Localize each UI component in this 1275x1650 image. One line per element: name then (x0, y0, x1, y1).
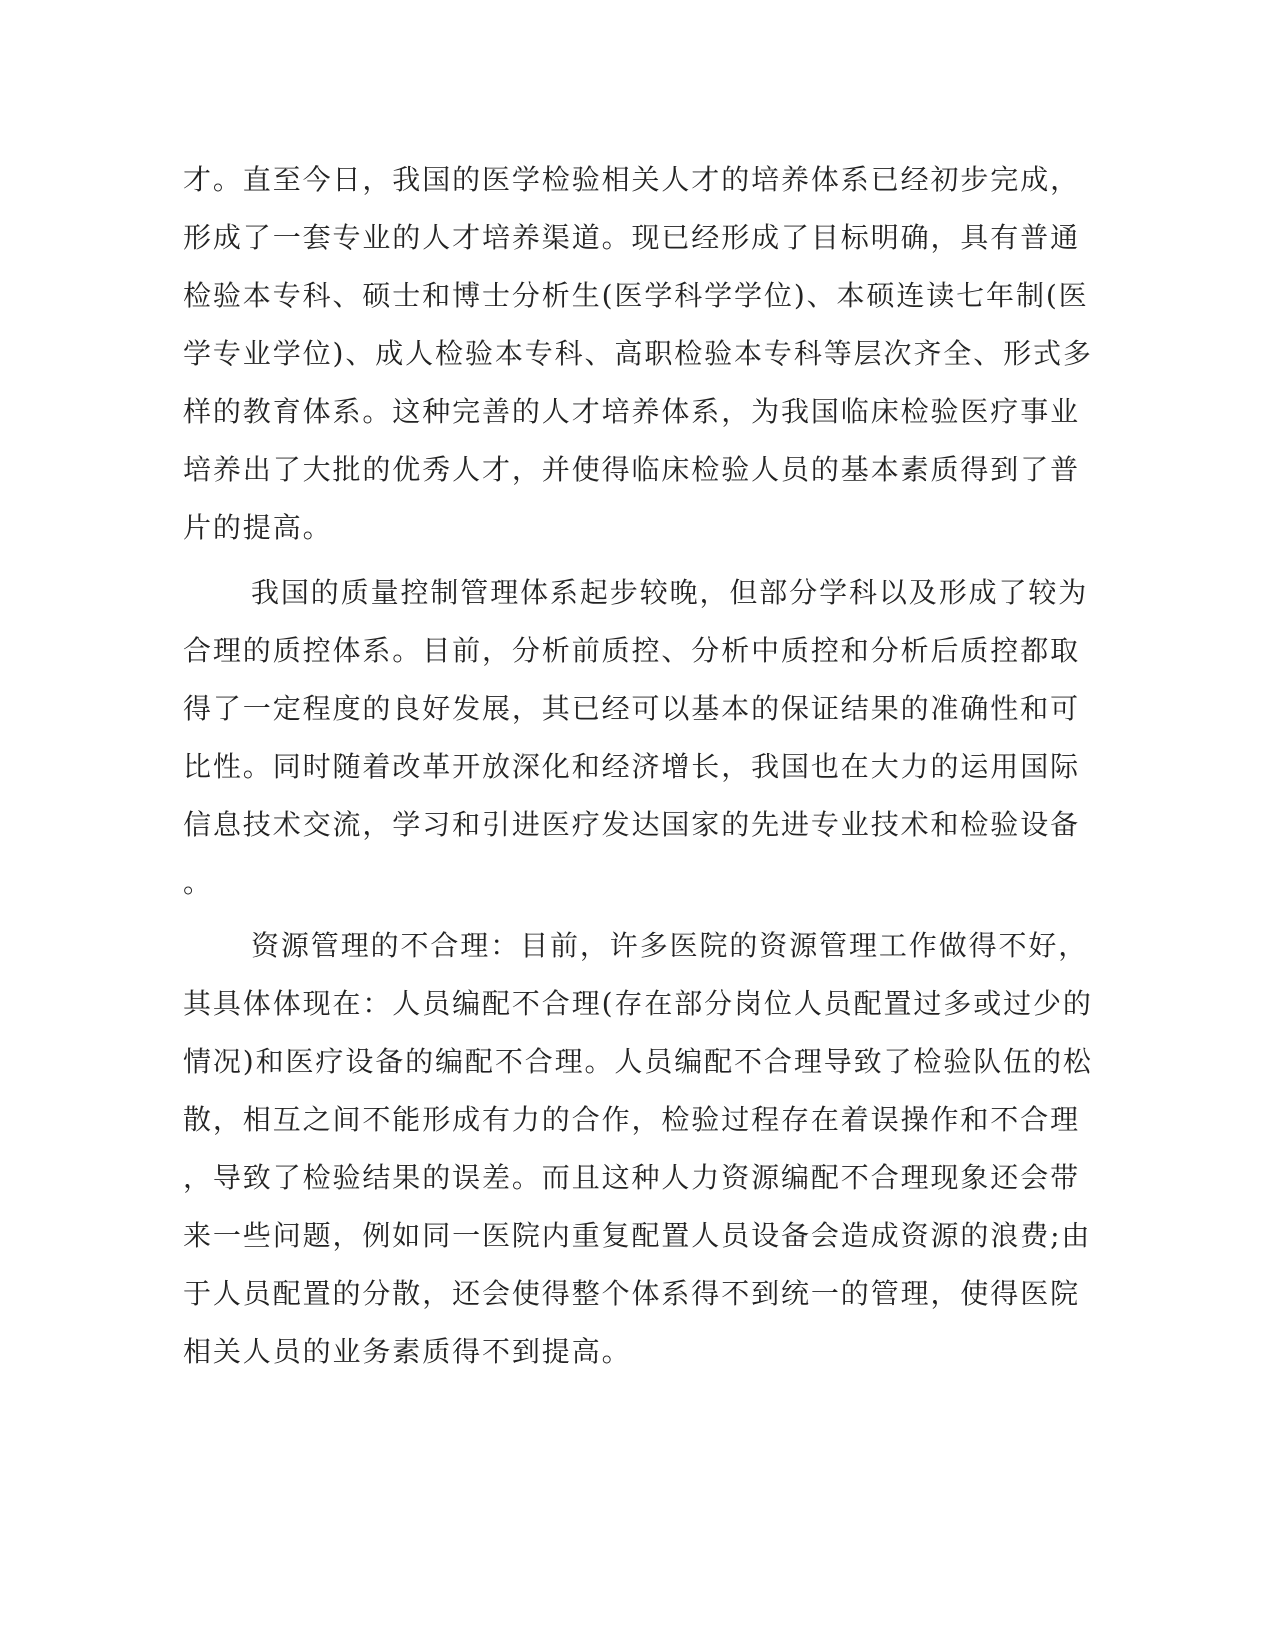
paragraph-1-line-7: 片的提高。 (183, 511, 333, 544)
paragraph-2-line-4: 比性。同时随着改革开放深化和经济增长，我国也在大力的运用国际 (183, 750, 1081, 783)
paragraph-2-line-2: 合理的质控体系。目前，分析前质控、分析中质控和分析后质控都取 (183, 634, 1081, 667)
paragraph-1-line-6: 培养出了大批的优秀人才，并使得临床检验人员的基本素质得到了普 (183, 453, 1081, 486)
paragraph-1-line-4: 学专业学位)、成人检验本专科、高职检验本专科等层次齐全、形式多 (183, 337, 1093, 370)
paragraph-2-line-5: 信息技术交流，学习和引进医疗发达国家的先进专业技术和检验设备 (183, 808, 1081, 841)
paragraph-1-line-5: 样的教育体系。这种完善的人才培养体系，为我国临床检验医疗事业 (183, 395, 1081, 428)
paragraph-3-line-5: ，导致了检验结果的误差。而且这种人力资源编配不合理现象还会带 (183, 1161, 1081, 1194)
paragraph-3-line-8: 相关人员的业务素质得不到提高。 (183, 1335, 632, 1368)
paragraph-2-line-6: 。 (183, 866, 213, 899)
paragraph-1-line-3: 检验本专科、硕士和博士分析生(医学科学学位)、本硕连读七年制(医 (183, 279, 1089, 312)
paragraph-3-line-2: 其具体体现在：人员编配不合理(存在部分岗位人员配置过多或过少的 (183, 987, 1093, 1020)
paragraph-3-line-1: 资源管理的不合理：目前，许多医院的资源管理工作做得不好， (251, 929, 1089, 962)
paragraph-1-line-2: 形成了一套专业的人才培养渠道。现已经形成了目标明确，具有普通 (183, 221, 1081, 254)
paragraph-3-line-4: 散，相互之间不能形成有力的合作，检验过程存在着误操作和不合理 (183, 1103, 1081, 1136)
paragraph-1-line-1: 才。直至今日，我国的医学检验相关人才的培养体系已经初步完成， (183, 163, 1081, 196)
paragraph-3-line-3: 情况)和医疗设备的编配不合理。人员编配不合理导致了检验队伍的松 (183, 1045, 1093, 1078)
paragraph-3-line-7: 于人员配置的分散，还会使得整个体系得不到统一的管理，使得医院 (183, 1277, 1081, 1310)
paragraph-2-line-1: 我国的质量控制管理体系起步较晚，但部分学科以及形成了较为 (251, 576, 1089, 609)
paragraph-2-line-3: 得了一定程度的良好发展，其已经可以基本的保证结果的准确性和可 (183, 692, 1081, 725)
paragraph-3-line-6: 来一些问题，例如同一医院内重复配置人员设备会造成资源的浪费;由 (183, 1219, 1092, 1252)
